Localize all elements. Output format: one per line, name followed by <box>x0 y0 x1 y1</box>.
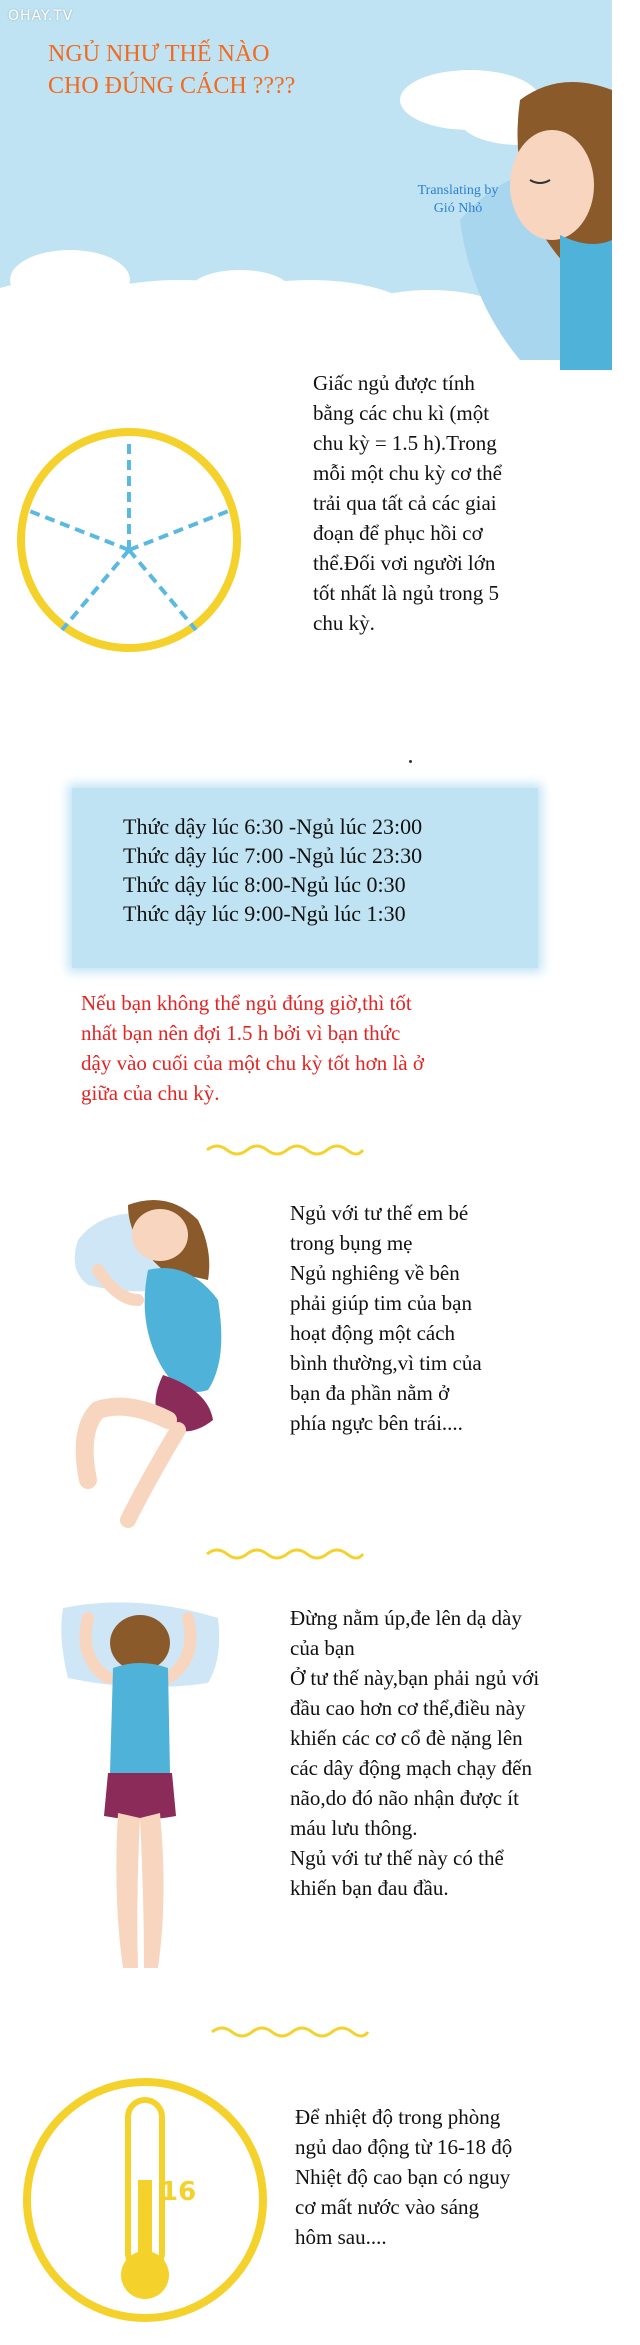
prone-line: não,do đó não nhận được ít <box>290 1786 519 1810</box>
schedule-list <box>123 812 523 928</box>
cycle-line: bằng các chu kì (một <box>313 401 490 425</box>
prone-line: đầu cao hơn cơ thể,điều này <box>290 1696 526 1720</box>
side-line: Ngủ nghiêng về bên <box>290 1261 460 1285</box>
prone-line: khiến các cơ cổ đè nặng lên <box>290 1726 523 1750</box>
wave-divider <box>205 1544 365 1568</box>
title-line-2: CHO ĐÚNG CÁCH ???? <box>48 73 296 99</box>
note-line: Nếu bạn không thể ngủ đúng giờ,thì tốt <box>81 991 412 1015</box>
prone-line: Đừng nằm úp,đe lên dạ dày <box>290 1606 522 1630</box>
schedule-row: Thức dậy lúc 8:00-Ngủ lúc 0:30 <box>123 872 406 897</box>
schedule-row: Thức dậy lúc 7:00 -Ngủ lúc 23:30 <box>123 843 423 868</box>
cycle-line: tốt nhất là ngủ trong 5 <box>313 581 500 605</box>
side-line: bình thường,vì tim của <box>290 1351 482 1375</box>
cycle-note <box>81 988 601 1108</box>
cycle-line: trải qua tất cả các giai <box>313 491 497 515</box>
prone-line: máu lưu thông. <box>290 1816 418 1840</box>
translator-credit <box>393 182 523 218</box>
prone-line: Ở tư thế này,bạn phải ngủ với <box>290 1666 540 1690</box>
title-line-1: NGỦ NHƯ THẾ NÀO <box>48 41 270 67</box>
prone-sleep-illustration <box>58 1598 228 1998</box>
temp-line: ngủ dao động từ 16-18 độ <box>295 2135 513 2159</box>
cycle-line: mỗi một chu kỳ cơ thể <box>313 461 502 485</box>
prone-sleep-description <box>290 1603 620 1903</box>
fetal-position-figure <box>68 1190 238 1540</box>
dot-mark <box>409 760 412 763</box>
thermometer-circle-icon <box>20 2075 270 2325</box>
prone-line: khiến bạn đau đầu. <box>290 1876 449 1900</box>
thermometer-value: 16 <box>160 2177 197 2207</box>
temp-line: Nhiệt độ cao bạn có nguy <box>295 2165 511 2189</box>
cycle-icon <box>14 425 244 655</box>
cycle-line: đoạn để phục hồi cơ <box>313 521 483 545</box>
note-line: dậy vào cuối của một chu kỳ tốt hơn là ở <box>81 1051 424 1075</box>
note-line: nhất bạn nên đợi 1.5 h bởi vì bạn thức <box>81 1021 401 1045</box>
prone-position-figure <box>58 1598 228 1998</box>
temp-line: hôm sau.... <box>295 2225 387 2249</box>
wave-divider <box>210 2022 370 2046</box>
cycle-line: Giấc ngủ được tính <box>313 371 475 395</box>
side-sleep-description <box>290 1198 610 1438</box>
side-line: phía ngực bên trái.... <box>290 1411 463 1435</box>
side-line: trong bụng mẹ <box>290 1231 413 1255</box>
temp-line: Để nhiệt độ trong phòng <box>295 2105 501 2129</box>
wave-divider-icon <box>210 2022 370 2042</box>
page-title <box>48 38 378 102</box>
side-line: hoạt động một cách <box>290 1321 456 1345</box>
temp-line: cơ mất nước vào sáng <box>295 2195 480 2219</box>
wave-divider-icon <box>205 1544 365 1564</box>
schedule-row: Thức dậy lúc 6:30 -Ngủ lúc 23:00 <box>123 814 423 839</box>
wave-divider-icon <box>205 1140 365 1160</box>
wave-divider <box>205 1140 365 1164</box>
prone-line: của bạn <box>290 1636 355 1660</box>
prone-line: Ngủ với tư thế này có thể <box>290 1846 504 1870</box>
translator-line-1: Translating by <box>417 183 499 198</box>
temperature-description <box>295 2102 615 2252</box>
cycle-description <box>313 368 613 638</box>
side-sleep-illustration <box>68 1190 238 1540</box>
prone-line: các dây động mạch chạy đến <box>290 1756 532 1780</box>
five-segment-circle-icon <box>14 425 244 655</box>
side-line: phải giúp tim của bạn <box>290 1291 472 1315</box>
thermometer-icon <box>20 2075 270 2325</box>
side-line: bạn đa phần nằm ở <box>290 1381 450 1405</box>
watermark: OHAY.TV <box>8 8 74 24</box>
cycle-line: chu kỳ = 1.5 h).Trong <box>313 431 497 455</box>
cycle-line: thể.Đối vơi người lớn <box>313 551 496 575</box>
side-line: Ngủ với tư thế em bé <box>290 1201 469 1225</box>
translator-line-2: Gió Nhỏ <box>433 201 483 216</box>
schedule-row: Thức dậy lúc 9:00-Ngủ lúc 1:30 <box>123 901 406 926</box>
cycle-line: chu kỳ. <box>313 611 375 635</box>
note-line: giữa của chu kỳ. <box>81 1081 220 1105</box>
